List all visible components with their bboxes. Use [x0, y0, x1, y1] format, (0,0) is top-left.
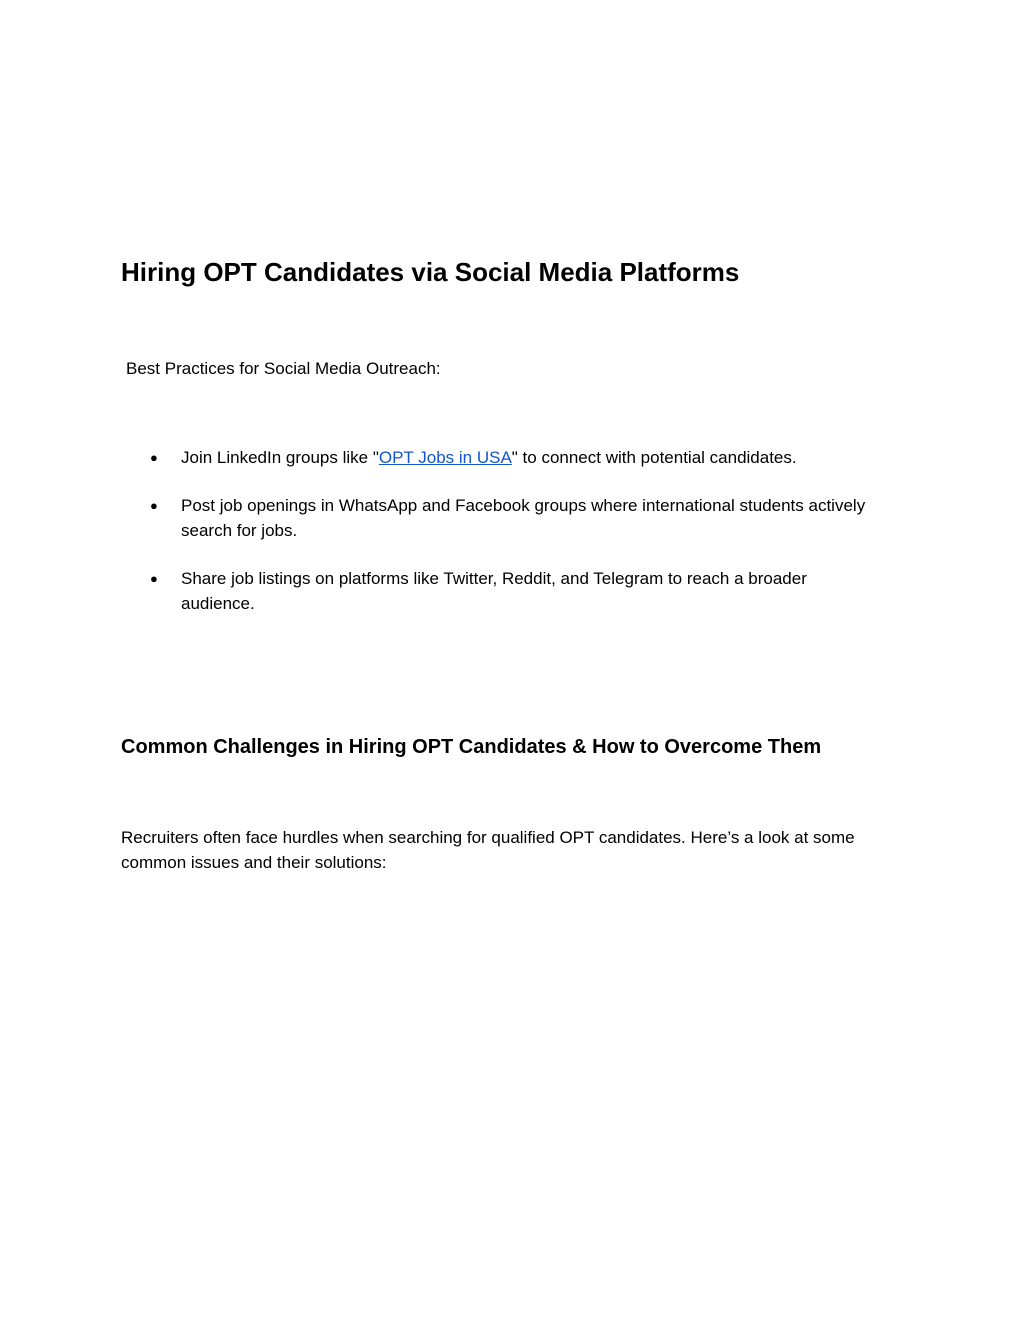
- list-item-text-before-link: Join LinkedIn groups like ": [181, 448, 379, 467]
- list-item-text-after-link: " to connect with potential candidates.: [511, 448, 797, 467]
- section-title-challenges: Common Challenges in Hiring OPT Candidates & How to Overcome Them: [121, 736, 822, 758]
- bullet-icon: ●: [150, 450, 158, 465]
- list-item-text: [181, 446, 870, 471]
- opt-jobs-in-usa-link[interactable]: OPT Jobs in USA: [378, 448, 512, 467]
- list-item: [150, 567, 870, 616]
- bullet-icon: ●: [150, 571, 158, 586]
- challenges-intro-paragraph: Recruiters often face hurdles when searching for qualified OPT candidates. Here’s a look at some common issues and their solutions:: [121, 828, 855, 872]
- page-title: Hiring OPT Candidates via Social Media Platforms: [121, 257, 740, 287]
- list-item: [150, 446, 870, 471]
- list-item-text: Post job openings in WhatsApp and Facebook groups where international students actively search for jobs.: [181, 496, 866, 540]
- list-item: [150, 494, 870, 543]
- bullet-icon: ●: [150, 498, 158, 513]
- best-practices-subheading: Best Practices for Social Media Outreach:: [126, 359, 441, 378]
- list-item-text: Share job listings on platforms like Twitter, Reddit, and Telegram to reach a broader audience.: [181, 569, 807, 613]
